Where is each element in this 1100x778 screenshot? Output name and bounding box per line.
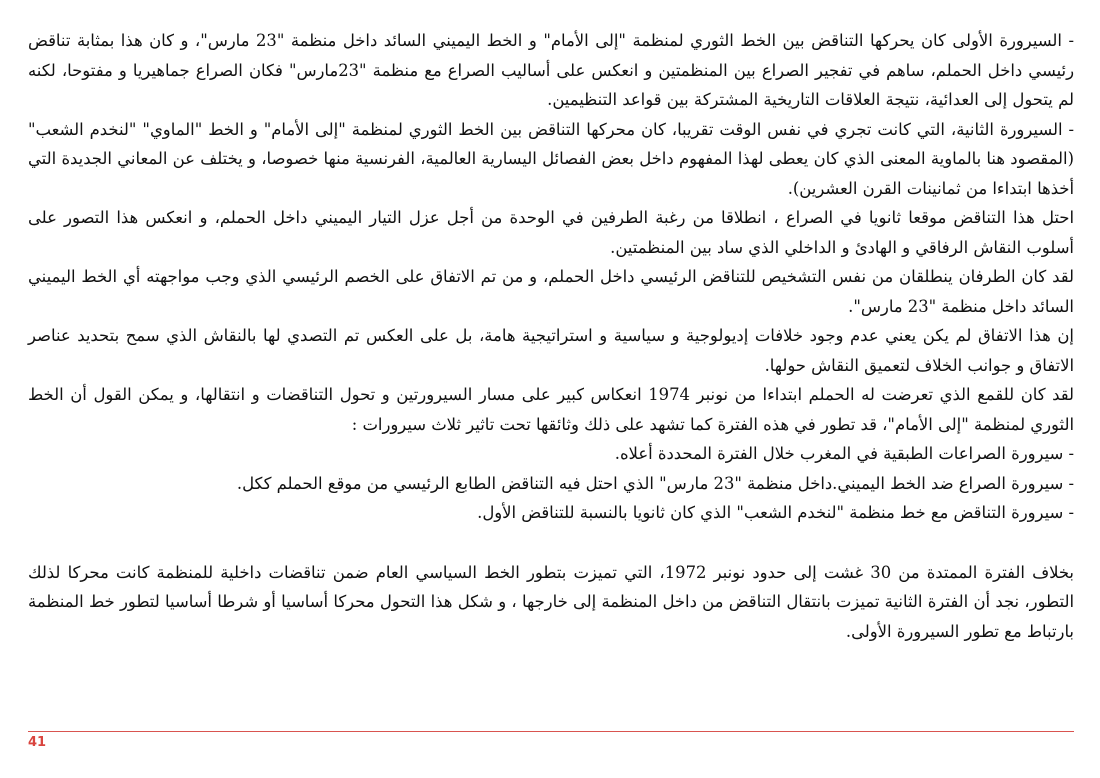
paragraph-agreement: إن هذا الاتفاق لم يكن يعني عدم وجود خلافات إديولوجية و سياسية و استراتيجية هامة، بل على العكس تم التصدي لها بالنقاش الذي سمح بتحديد عناصر الاتفاق و جوانب الخلاف لتعميق النقاش حولها. — [28, 326, 1074, 375]
footer-divider — [28, 731, 1074, 732]
bullet-item: - سيرورة التناقض مع خط منظمة "لنخدم الشعب" الذي كان ثانويا بالنسبة للتناقض الأول. — [477, 503, 1074, 522]
paragraph-closing: بخلاف الفترة الممتدة من 30 غشت إلى حدود نونبر 1972، التي تميزت بتطور الخط السياسي العام ضمن تناقضات داخلية للمنظمة كانت محركا لذلك التطور، نجد أن الفترة الثانية تميزت بانتقال التناقض من داخل المنظمة إلى خارجها ، و شكل هذا التحول محركا أساسيا أو شرطا أساسيا لتطور خط المنظمة بارتباط مع تطور السيرورة الأولى. — [28, 562, 1074, 641]
paragraph-first-process: - السيرورة الأولى كان يحركها التناقض بين الخط الثوري لمنظمة "إلى الأمام" و الخط اليميني السائد داخل منظمة "23 مارس"، و كان هذا بمثابة تناقض رئيسي داخل الحملم، ساهم في تفجير الصراع بين المنظمتين و انعكس على أساليب الصراع مع منظمة "23مارس" فكان الصراع جماهيريا و مفتوحا، لكنه لم يتحول إلى العدائية، نتيجة العلاقات التاريخية المشتركة بين قواعد التنظيمين. — [28, 31, 1074, 109]
paragraph-repression: لقد كان للقمع الذي تعرضت له الحملم ابتداءا من نونبر 1974 انعكاس كبير على مسار السيرورتين و تحول التناقضات و انتقالها، و يمكن القول أن الخط الثوري لمنظمة "إلى الأمام"، قد تطور في هذه الفترة كما تشهد على ذلك وثائقها تحت تاثير ثلاث سيرورات : — [28, 385, 1075, 434]
paragraph-second-process: - السيرورة الثانية، التي كانت تجري في نفس الوقت تقريبا، كان محركها التناقض بين الخط الثوري لمنظمة "إلى الأمام" و الخط "الماوي" "لنخدم الشعب" (المقصود هنا بالماوية المعنى الذي كان يعطى لهذا المفهوم داخل بعض الفصائل اليسارية العالمية، الفرنسية منها خصوصا، و يختلف عن المعاني الجديدة التي أخذها ابتداءا من ثمانينات القرن العشرين). — [28, 119, 1074, 198]
document-body — [28, 26, 1074, 646]
paragraph-gap — [28, 528, 1074, 558]
bullet-item: - سيرورة الصراعات الطبقية في المغرب خلال الفترة المحددة أعلاه. — [614, 444, 1074, 463]
paragraph-secondary-contradiction: احتل هذا التناقض موقعا ثانويا في الصراع ، انطلاقا من رغبة الطرفين في الوحدة من أجل عزل التيار اليميني داخل الحملم، و انعكس هذا التصور على أسلوب النقاش الرفاقي و الهادئ و الداخلي الذي ساد بين المنظمتين. — [28, 208, 1074, 257]
bullet-item: - سيرورة الصراع ضد الخط اليميني.داخل منظمة "23 مارس" الذي احتل فيه التناقض الطابع الرئيسي من موقع الحملم ككل. — [236, 473, 1074, 493]
paragraph-shared-diagnosis: لقد كان الطرفان ينطلقان من نفس التشخيص للتناقض الرئيسي داخل الحملم، و من تم الاتفاق على الخصم الرئيسي الذي وجب مواجهته أي الخط اليميني السائد داخل منظمة "23 مارس". — [28, 267, 1074, 316]
page-number: 41 — [28, 735, 47, 750]
